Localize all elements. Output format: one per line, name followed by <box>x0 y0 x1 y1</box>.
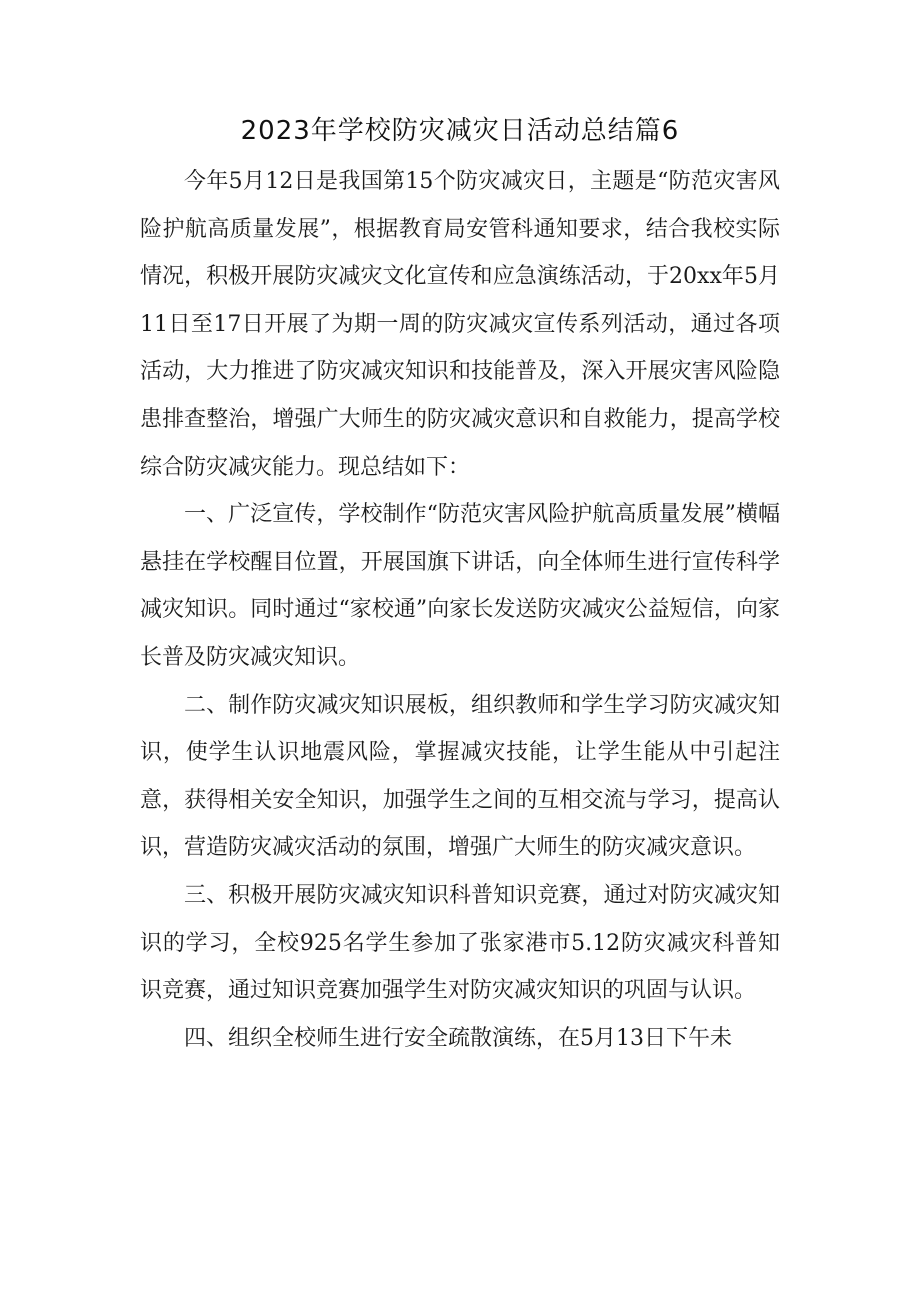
paragraph-section-1: 一、广泛宣传，学校制作“防范灾害风险护航高质量发展”横幅悬挂在学校醒目位置，开展国旗下讲话，向全体师生进行宣传科学减灾知识。同时通过“家校通”向家长发送防灾减灾公益短信，向家长普及防灾减灾知识。 <box>140 502 780 670</box>
document-title: 2023年学校防灾减灾日活动总结篇6 <box>240 116 680 146</box>
document-body <box>140 158 780 1062</box>
paragraph-section-4: 四、组织全校师生进行安全疏散演练，在5月13日下午未 <box>184 1025 732 1051</box>
paragraph-section-3: 三、积极开展防灾减灾知识科普知识竞赛，通过对防灾减灾知识的学习，全校925名学生参加了张家港市5.12防灾减灾科普知识竞赛，通过知识竞赛加强学生对防灾减灾知识的巩固与认识。 <box>140 882 780 1004</box>
paragraph-section-2: 二、制作防灾减灾知识展板，组织教师和学生学习防灾减灾知识，使学生认识地震风险，掌握减灾技能，让学生能从中引起注意，获得相关安全知识，加强学生之间的互相交流与学习，提高认识，营造防灾减灾活动的氛围，增强广大师生的防灾减灾意识。 <box>140 692 780 861</box>
paragraph-intro: 今年5月12日是我国第15个防灾减灾日，主题是“防范灾害风险护航高质量发展”，根据教育局安管科通知要求，结合我校实际情况，积极开展防灾减灾文化宣传和应急演练活动，于20xx年5月11日至17日开展了为期一周的防灾减灾宣传系列活动，通过各项活动，大力推进了防灾减灾知识和技能普及，深入开展灾害风险隐患排查整治，增强广大师生的防灾减灾意识和自救能力，提高学校综合防灾减灾能力。现总结如下： <box>140 169 780 480</box>
